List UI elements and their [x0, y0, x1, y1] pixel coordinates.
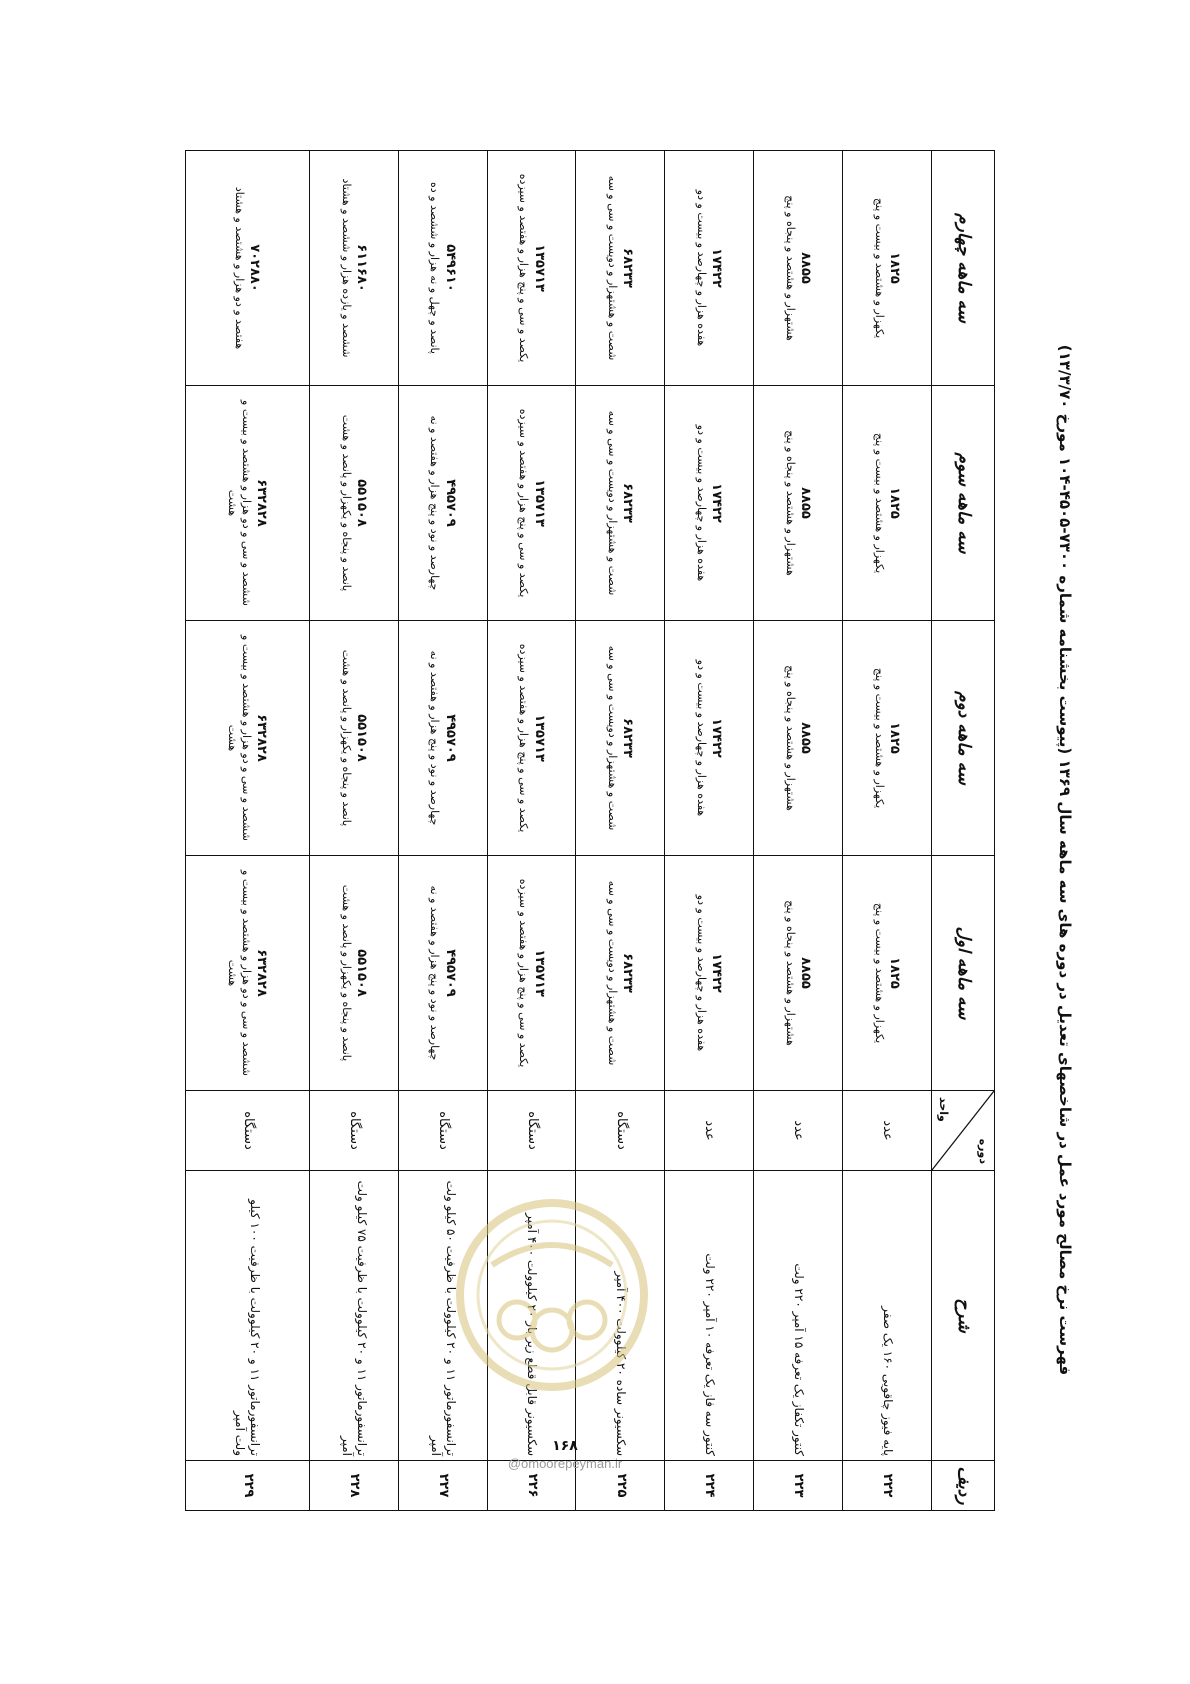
price-in-words: شصت و هشتهزار و دویست و سی و سه [606, 880, 620, 1066]
row-number-cell: ۲۲۶ [487, 1461, 576, 1511]
price-in-words: یکصد و سی و پنج هزار و هفتصد و سیزده [517, 643, 531, 833]
stamp-logo-watermark [452, 1170, 652, 1420]
price-number: ۱۸۲۵ [887, 252, 903, 284]
price-cell-q4 [398, 151, 487, 386]
price-cell-q3 [754, 386, 843, 621]
price-number: ۱۸۲۵ [887, 722, 903, 754]
price-number: ۵۵۱۵۰۸ [353, 714, 369, 762]
price-in-words: ششصد و سی و دو هزار و هشتصد و بیست و هشت [226, 870, 254, 1076]
price-cell-q4 [843, 151, 932, 386]
price-in-words: هفده هزار و چهارصد و بیست و دو [695, 894, 709, 1052]
price-cell-q4 [487, 151, 576, 386]
price-number: ۱۳۵۷۱۳ [531, 949, 547, 997]
row-number-cell: ۲۲۴ [665, 1461, 754, 1511]
page-number: ۱۶۸ [552, 1438, 578, 1454]
price-number: ۱۷۴۲۲ [709, 248, 725, 288]
price-in-words: چهارصد و نود و پنج هزار و هفتصد و نه [428, 650, 442, 826]
price-in-words: ششصد و سی و دو هزار و هشتصد و بیست و هشت [226, 400, 254, 606]
header-quarter-2: سه ماهه دوم [932, 621, 995, 856]
price-number: ۶۸۲۳۳ [620, 953, 636, 993]
price-in-words: هشتهزار و هشتصد و پنجاه و پنج [783, 665, 797, 811]
table-row [754, 151, 843, 1511]
price-number: ۱۷۴۲۲ [709, 718, 725, 758]
price-cell-q4 [665, 151, 754, 386]
price-number: ۱۸۲۵ [887, 487, 903, 519]
price-in-words: یکصد و سی و پنج هزار و هفتصد و سیزده [517, 878, 531, 1068]
price-number: ۶۸۲۳۳ [620, 483, 636, 523]
row-number-cell: ۲۲۹ [186, 1461, 310, 1511]
price-number: ۵۵۱۵۰۸ [353, 949, 369, 997]
price-cell-q3 [309, 386, 398, 621]
price-number: ۱۳۵۷۱۳ [531, 479, 547, 527]
price-number: ۶۱۱۶۸۰ [353, 244, 369, 292]
unit-cell: دستگاه [186, 1091, 310, 1171]
price-number: ۱۳۵۷۱۳ [531, 714, 547, 762]
price-in-words: ششصد و یازده هزار و ششصد و هشتاد [339, 178, 353, 358]
unit-cell: دستگاه [487, 1091, 576, 1171]
table-row [843, 151, 932, 1511]
row-number-cell: ۲۲۷ [398, 1461, 487, 1511]
price-in-words: پانصد و پنجاه و یکهزار و پانصد و هشت [339, 414, 353, 592]
price-cell-q4 [576, 151, 665, 386]
price-in-words: هفتصد و دو هزار و هشتصد و هشتاد [233, 186, 247, 350]
price-number: ۷۰۲۸۸۰ [247, 244, 263, 292]
table-row [309, 151, 398, 1511]
description-cell: کنتور تکفاز یک تعرفه ۱۵ آمپر ۲۲۰ ولت [754, 1171, 843, 1461]
price-cell-q1 [309, 856, 398, 1091]
price-cell-q1 [754, 856, 843, 1091]
price-cell-q2 [309, 621, 398, 856]
price-number: ۱۷۴۲۲ [709, 953, 725, 993]
price-in-words: یکهزار و هشتصد و بیست و پنج [872, 902, 886, 1044]
price-number: ۸۸۵۵ [798, 957, 814, 989]
price-cell-q1 [398, 856, 487, 1091]
price-cell-q1 [576, 856, 665, 1091]
table-row [665, 151, 754, 1511]
price-in-words: یکصد و سی و پنج هزار و هفتصد و سیزده [517, 408, 531, 598]
price-cell-q2 [665, 621, 754, 856]
price-in-words: چهارصد و نود و پنج هزار و هفتصد و نه [428, 885, 442, 1061]
price-number: ۶۸۲۳۳ [620, 248, 636, 288]
price-cell-q1 [487, 856, 576, 1091]
header-row-number: ردیف [932, 1461, 995, 1511]
price-in-words: یکهزار و هشتصد و بیست و پنج [872, 197, 886, 339]
description-cell: سکسیونر قابل قطع زیر بار ۲۰ کیلوولت ۴۰۰ آمپر [487, 1171, 576, 1461]
row-number-cell: ۲۲۳ [754, 1461, 843, 1511]
price-number: ۴۹۵۷۰۹ [442, 479, 458, 527]
price-cell-q3 [665, 386, 754, 621]
price-cell-q4 [186, 151, 310, 386]
price-in-words: هفده هزار و چهارصد و بیست و دو [695, 424, 709, 582]
price-cell-q3 [487, 386, 576, 621]
price-in-words: یکهزار و هشتصد و بیست و پنج [872, 667, 886, 809]
price-number: ۱۸۲۵ [887, 957, 903, 989]
price-number: ۸۸۵۵ [798, 722, 814, 754]
price-in-words: شصت و هشتهزار و دویست و سی و سه [606, 410, 620, 596]
price-cell-q2 [398, 621, 487, 856]
price-number: ۱۳۵۷۱۳ [531, 244, 547, 292]
row-number-cell: ۲۲۸ [309, 1461, 398, 1511]
description-cell: سکسیونر ساده ۲۰ کیلوولت ۴۰۰ آمپر [576, 1171, 665, 1461]
unit-cell: دستگاه [309, 1091, 398, 1171]
price-in-words: چهارصد و نود و پنج هزار و هفتصد و نه [428, 415, 442, 591]
price-number: ۵۴۹۶۱۰ [442, 244, 458, 292]
price-cell-q2 [754, 621, 843, 856]
price-in-words: پانصد و چهل و نه هزار و ششصد و ده [428, 182, 442, 354]
unit-cell: عدد [665, 1091, 754, 1171]
description-cell: ترانسفورماتور ۱۱ و ۲۰ کیلوولت با ظرفیت ۷۵ کیلو ولت آمپر [309, 1171, 398, 1461]
price-cell-q4 [754, 151, 843, 386]
price-cell-q2 [576, 621, 665, 856]
unit-cell: عدد [754, 1091, 843, 1171]
description-cell: ترانسفورماتور ۱۱ و ۲۰ کیلوولت با ظرفیت ۱۰۰ کیلو ولت آمپر [186, 1171, 310, 1461]
table-row [186, 151, 310, 1511]
price-in-words: شصت و هشتهزار و دویست و سی و سه [606, 175, 620, 361]
price-number: ۴۹۵۷۰۹ [442, 714, 458, 762]
price-cell-q3 [186, 386, 310, 621]
unit-cell: عدد [843, 1091, 932, 1171]
header-description: شرح [932, 1171, 995, 1461]
price-in-words: هشتهزار و هشتصد و پنجاه و پنج [783, 195, 797, 341]
price-cell-q3 [843, 386, 932, 621]
price-number: ۱۷۴۲۲ [709, 483, 725, 523]
price-in-words: هفده هزار و چهارصد و بیست و دو [695, 189, 709, 347]
header-unit [932, 1091, 995, 1171]
header-quarter-3: سه ماهه سوم [932, 386, 995, 621]
header-unit-label: واحد [936, 1097, 950, 1122]
header-quarter-4: سه ماهه چهارم [932, 151, 995, 386]
price-cell-q2 [487, 621, 576, 856]
price-in-words: هشتهزار و هشتصد و پنجاه و پنج [783, 900, 797, 1046]
watermark-text: @omoorepeyman.ir [507, 1456, 623, 1471]
description-cell: ترانسفورماتور ۱۱ و ۲۰ کیلوولت با ظرفیت ۵۰ کیلو ولت آمپر [398, 1171, 487, 1461]
unit-cell: دستگاه [398, 1091, 487, 1171]
price-cell-q3 [576, 386, 665, 621]
price-in-words: یکصد و سی و پنج هزار و هفتصد و سیزده [517, 173, 531, 363]
header-quarter-1: سه ماهه اول [932, 856, 995, 1091]
price-number: ۶۳۲۸۲۸ [254, 479, 270, 527]
row-number-cell: ۲۲۲ [843, 1461, 932, 1511]
description-cell: کنتور سه فاز یک تعرفه ۱۰ آمپر ۲۲۰ ولت [665, 1171, 754, 1461]
price-cell-q1 [665, 856, 754, 1091]
price-number: ۴۹۵۷۰۹ [442, 949, 458, 997]
price-cell-q2 [186, 621, 310, 856]
page-title: فهرست نرخ مصالح مورد عمل در شاخصهای تعدیل در دوره های سه ماهه سال ۱۳۶۹ (پیوست بخشنامه شماره ۷۳۰۰-۴۵۰۵-۱۰۴ مورخ ۱۳/۳/۷۰) [1056, 344, 1074, 1376]
price-number: ۵۵۱۵۰۸ [353, 479, 369, 527]
price-in-words: پانصد و پنجاه و یکهزار و پانصد و هشت [339, 649, 353, 827]
price-number: ۶۳۲۸۲۸ [254, 714, 270, 762]
price-in-words: ششصد و سی و دو هزار و هشتصد و بیست و هشت [226, 635, 254, 841]
price-cell-q3 [398, 386, 487, 621]
price-cell-q2 [843, 621, 932, 856]
price-cell-q1 [843, 856, 932, 1091]
description-cell: پایه فیوز چاقویی ۱۶۰ یک صفر [843, 1171, 932, 1461]
header-unit-period-label: دوره [977, 1138, 990, 1164]
price-in-words: شصت و هشتهزار و دویست و سی و سه [606, 645, 620, 831]
price-number: ۶۸۲۳۳ [620, 718, 636, 758]
unit-cell: دستگاه [576, 1091, 665, 1171]
price-in-words: هفده هزار و چهارصد و بیست و دو [695, 659, 709, 817]
price-in-words: پانصد و پنجاه و یکهزار و پانصد و هشت [339, 884, 353, 1062]
price-in-words: یکهزار و هشتصد و بیست و پنج [872, 432, 886, 574]
price-number: ۶۳۲۸۲۸ [254, 949, 270, 997]
price-in-words: هشتهزار و هشتصد و پنجاه و پنج [783, 430, 797, 576]
price-number: ۸۸۵۵ [798, 252, 814, 284]
price-cell-q4 [309, 151, 398, 386]
table-header-row [932, 151, 995, 1511]
price-cell-q1 [186, 856, 310, 1091]
row-number-cell: ۲۲۵ [576, 1461, 665, 1511]
price-number: ۸۸۵۵ [798, 487, 814, 519]
